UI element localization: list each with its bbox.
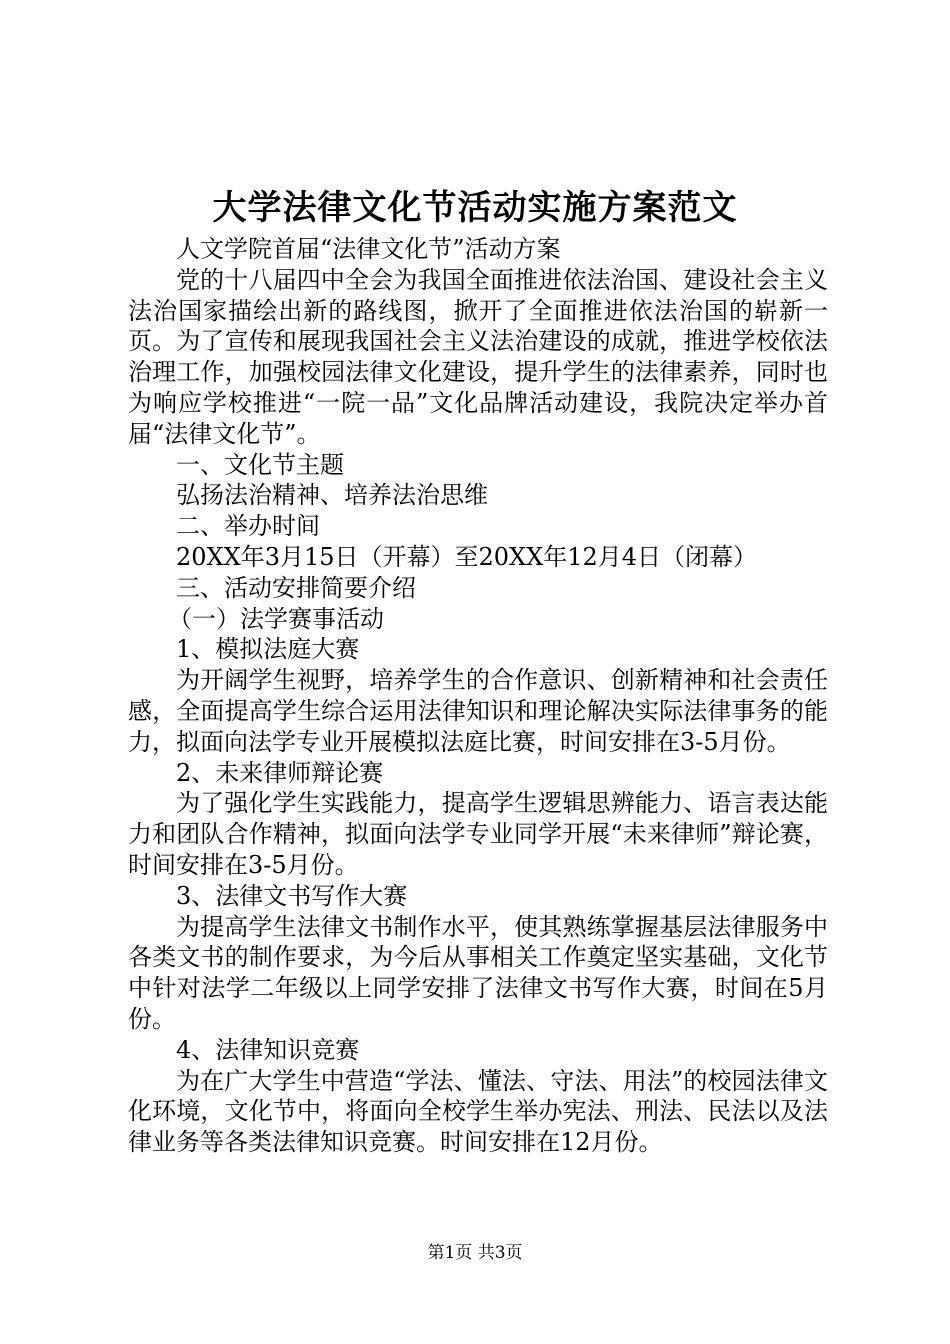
document-title: 大学法律文化节活动实施方案范文	[212, 188, 738, 228]
heading-moot-court: 1、模拟法庭大赛	[176, 635, 360, 664]
heading-debate: 2、未来律师辩论赛	[176, 758, 384, 787]
page-footer: 第1页 共3页	[427, 1243, 523, 1263]
paragraph-legal-writing: 为提高学生法律文书制作水平，使其熟练掌握基层法律服务中各类文书的制作要求，为今后从事相关工作奠定坚实基础，文化节中针对法学二年级以上同学安排了法律文书写作大赛，时间在5月份。	[128, 912, 828, 1033]
paragraph-debate: 为了强化学生实践能力，提高学生逻辑思辨能力、语言表达能力和团队合作精神，拟面向法学专业同学开展“未来律师”辩论赛，时间安排在3-5月份。	[128, 789, 828, 879]
heading-activities: 三、活动安排简要介绍	[176, 573, 416, 602]
heading-legal-writing: 3、法律文书写作大赛	[176, 881, 408, 910]
heading-time: 二、举办时间	[176, 512, 320, 541]
heading-law-competitions: （一）法学赛事活动	[168, 604, 384, 633]
paragraph-knowledge-contest: 为在广大学生中营造“学法、懂法、守法、用法”的校园法律文化环境，文化节中，将面向全校学生举办宪法、刑法、民法以及法律业务等各类法律知识竞赛。时间安排在12月份。	[128, 1066, 828, 1157]
paragraph-moot-court: 为开阔学生视野，培养学生的合作意识、创新精神和社会责任感，全面提高学生综合运用法律知识和理论解决实际法律事务的能力，拟面向法学专业开展模拟法庭比赛，时间安排在3-5月份。	[128, 666, 828, 756]
paragraph-intro: 党的十八届四中全会为我国全面推进依法治国、建设社会主义法治国家描绘出新的路线图，掀开了全面推进依法治国的崭新一页。为了宣传和展现我国社会主义法治建设的成就，推进学校依法治理工作，加强校园法律文化建设，提升学生的法律素养，同时也为响应学校推进“一院一品”文化品牌活动建设，我院决定举办首届“法律文化节”。	[128, 265, 828, 448]
paragraph-plan-heading: 人文学院首届“法律文化节”活动方案	[176, 235, 561, 263]
heading-knowledge-contest: 4、法律知识竞赛	[176, 1035, 360, 1064]
document-body	[128, 234, 828, 1158]
paragraph-time: 20XX年3月15日（开幕）至20XX年12月4日（闭幕）	[176, 542, 758, 571]
paragraph-theme: 弘扬法治精神、培养法治思维	[176, 481, 488, 510]
heading-theme: 一、文化节主题	[176, 450, 344, 479]
